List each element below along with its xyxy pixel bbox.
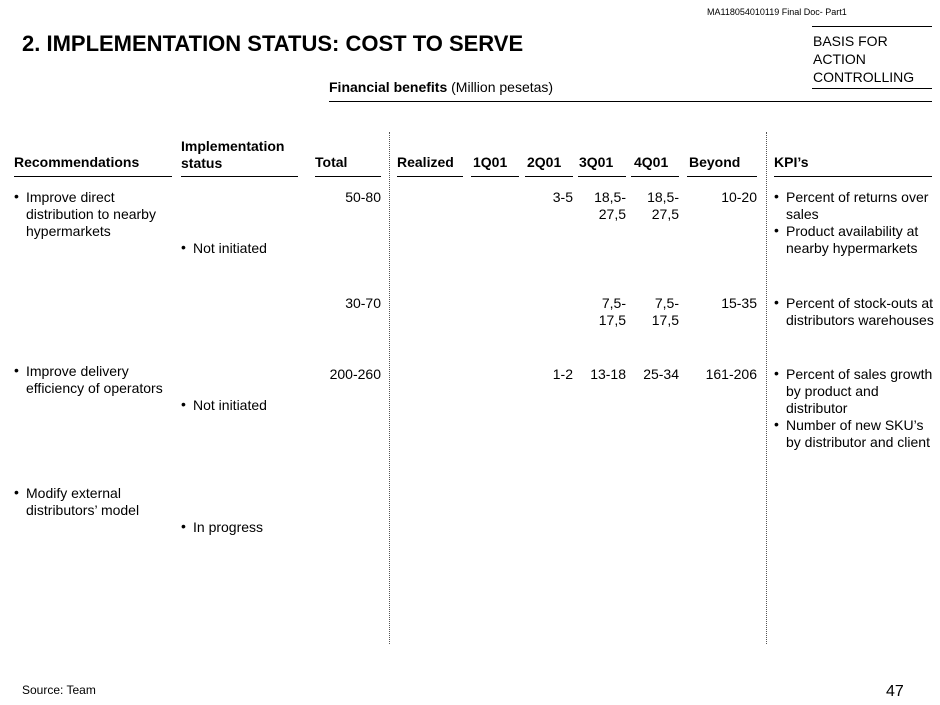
row1-kpis: [774, 189, 934, 257]
row2-kpi-1: • Percent of stock-outs at distributors warehouses: [774, 295, 934, 329]
header-1q01: 1Q01: [473, 154, 508, 170]
row2-recommendation: • Improve delivery efficiency of operators: [14, 363, 186, 397]
header-beyond: Beyond: [689, 154, 741, 170]
underline-2q01: [525, 176, 573, 177]
kpi-left-divider: [766, 132, 767, 644]
row1-kpi-1: • Percent of returns over sales: [774, 189, 934, 223]
row3-recommendation: • Modify external distributors’ model: [14, 485, 176, 519]
header-status-line1: Implementation: [181, 138, 285, 154]
financial-left-divider: [389, 132, 390, 644]
row1-total: 50-80: [345, 189, 381, 205]
underline-4q01: [631, 176, 679, 177]
row2-kpis: [774, 295, 934, 329]
tag-bottom-rule: [812, 88, 932, 89]
row3-3q01: 13-18: [590, 366, 626, 382]
row2-4q01: 7,5- 17,5: [651, 295, 679, 328]
header-total: Total: [315, 154, 348, 170]
row2-status: • Not initiated: [181, 397, 303, 414]
header-2q01: 2Q01: [527, 154, 562, 170]
underline-total: [315, 176, 381, 177]
document-reference: MA118054010119 Final Doc- Part1: [707, 7, 847, 17]
row3-status: • In progress: [181, 519, 303, 536]
row3-beyond: 161-206: [705, 366, 757, 382]
tag-line-controlling: CONTROLLING: [813, 69, 915, 85]
page-title: 2. IMPLEMENTATION STATUS: COST TO SERVE: [22, 31, 524, 56]
row3-total: 200-260: [329, 366, 381, 382]
row3-4q01: 25-34: [643, 366, 679, 382]
header-4q01: 4Q01: [634, 154, 669, 170]
financial-benefits-label: Financial benefits: [329, 79, 448, 95]
header-status: [181, 138, 284, 172]
row1-beyond: 10-20: [721, 189, 757, 205]
row1-kpi-2: • Product availability at nearby hypermarkets: [774, 223, 934, 257]
row1-4q01: 18,5- 27,5: [647, 189, 679, 222]
header-status-line2: status: [181, 155, 223, 171]
underline-beyond: [687, 176, 757, 177]
underline-recommendations: [14, 176, 172, 177]
financial-benefits-unit: (Million pesetas): [451, 79, 554, 95]
tag-line-basis: BASIS FOR: [813, 33, 888, 49]
row2-beyond: 15-35: [721, 295, 757, 311]
underline-kpis: [774, 176, 932, 177]
row1-2q01: 3-5: [552, 189, 573, 205]
financial-benefits-header: [329, 79, 553, 95]
financial-header-rule: [329, 101, 932, 102]
row1-status: • Not initiated: [181, 240, 303, 257]
underline-status: [181, 176, 298, 177]
row3-kpis: [774, 366, 934, 451]
underline-1q01: [471, 176, 519, 177]
row2-3q01: 7,5- 17,5: [598, 295, 626, 328]
action-tag: [813, 32, 914, 86]
underline-realized: [397, 176, 463, 177]
row1-recommendation: • Improve direct distribution to nearby hypermarkets: [14, 189, 176, 240]
row3-2q01: 1-2: [552, 366, 573, 382]
page-number: 47: [886, 683, 904, 700]
row2-total: 30-70: [345, 295, 381, 311]
header-3q01: 3Q01: [579, 154, 614, 170]
header-realized: Realized: [397, 154, 454, 170]
tag-line-action: ACTION: [813, 51, 866, 67]
row3-kpi-2: • Number of new SKU’s by distributor and client: [774, 417, 934, 451]
underline-3q01: [578, 176, 626, 177]
header-recommendations: Recommendations: [14, 154, 140, 170]
row3-kpi-1: • Percent of sales growth by product and distributor: [774, 366, 934, 417]
source-note: Source: Team: [22, 683, 96, 697]
row1-3q01: 18,5- 27,5: [594, 189, 626, 222]
header-kpis: KPI’s: [774, 154, 809, 170]
tag-top-rule: [812, 26, 932, 27]
